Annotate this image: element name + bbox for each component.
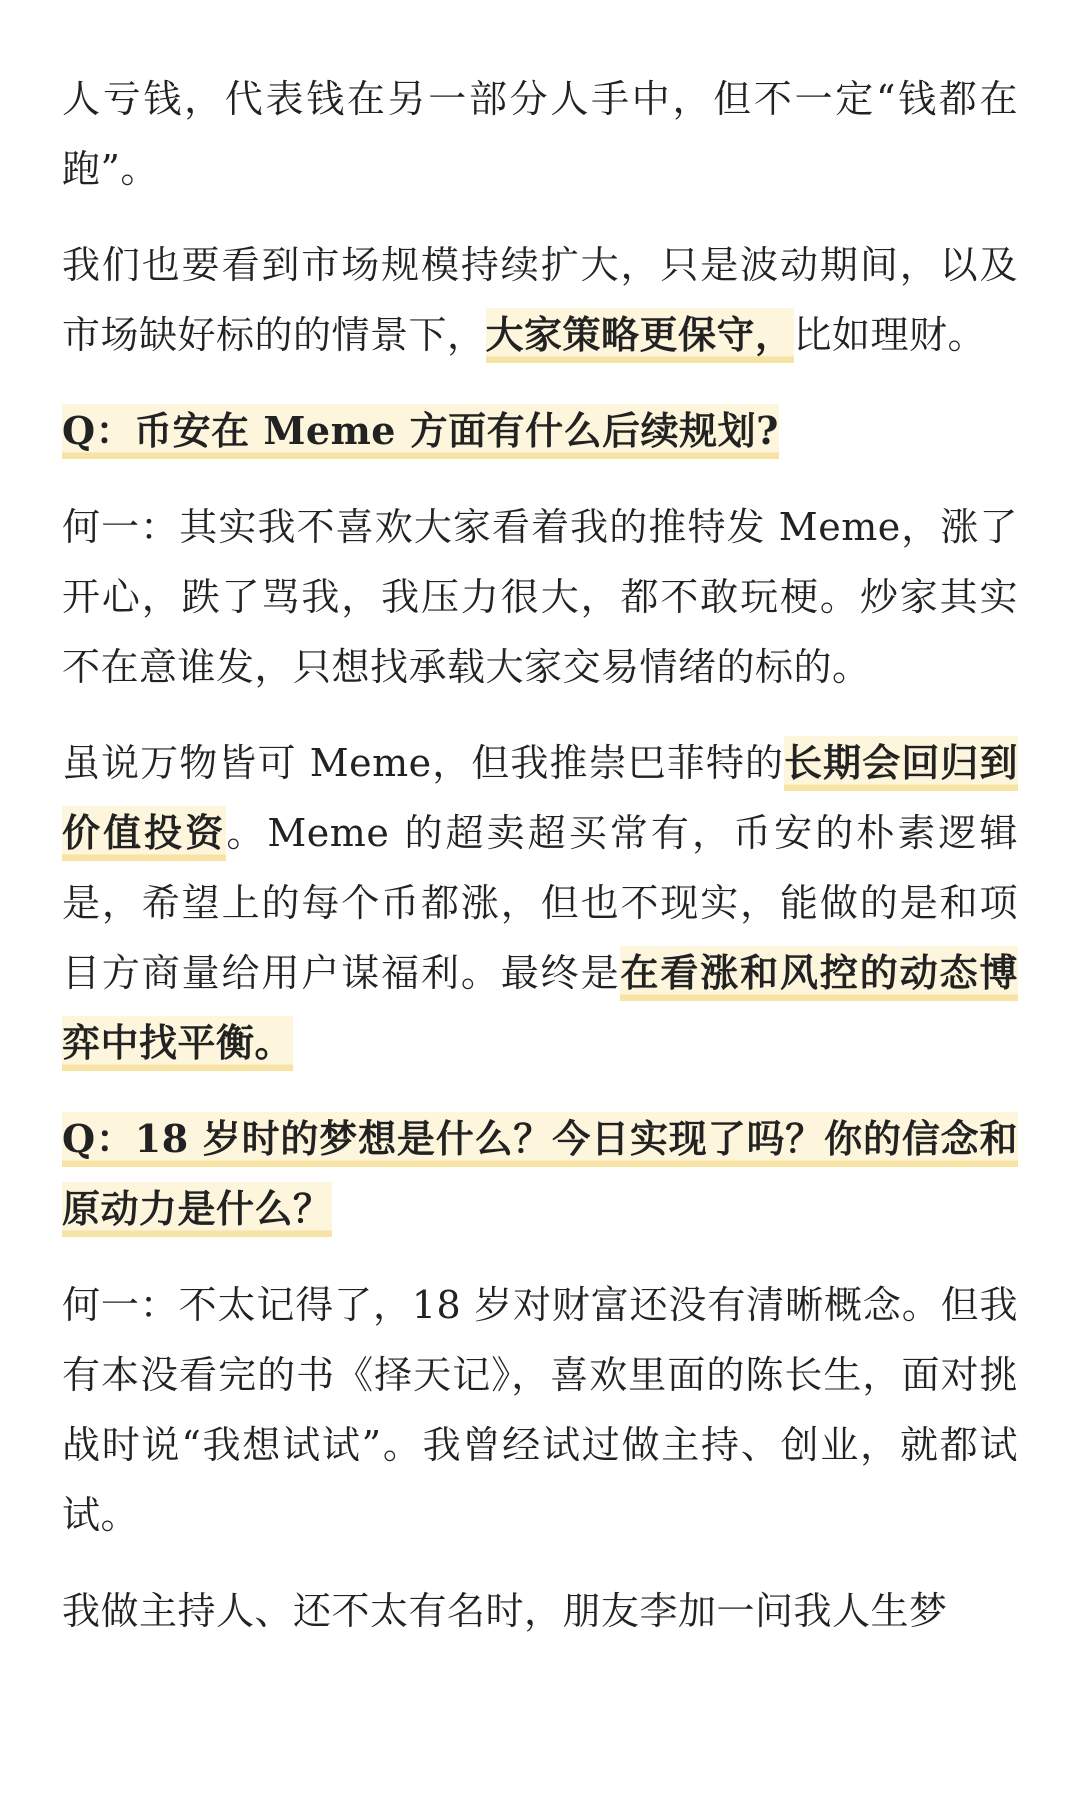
text-run: 虽说万物皆可 Meme，但我推崇巴菲特的: [62, 741, 785, 785]
question-heading: [62, 1104, 1018, 1244]
text-run: 何一：不太记得了，18 岁对财富还没有清晰概念。但我有本没看完的书《择天记》，喜欢里面的陈长生，面对挑战时说“我想试试”。我曾经试过做主持、创业，就都试试。: [62, 1283, 1018, 1537]
paragraph: [62, 230, 1018, 370]
text-run: 。Meme 的超卖超买常有，币安的朴素逻辑是，希望上的每个币都涨，但也不现实，能做的是和项目方商量给用户谋福利。最终是: [62, 811, 1018, 995]
highlighted-text: 长期会回归到价值投资: [62, 736, 1018, 861]
highlighted-text: 大家策略更保守，: [486, 308, 794, 363]
question-heading: [62, 396, 1018, 466]
paragraph: [62, 728, 1018, 1078]
paragraph: [62, 1270, 1018, 1550]
highlighted-text: 在看涨和风控的动态博弈中找平衡。: [62, 946, 1018, 1071]
text-run: 我们也要看到市场规模持续扩大，只是波动期间，以及市场缺好标的的情景下，: [62, 243, 1018, 357]
article-body: [62, 64, 1018, 1672]
paragraph: [62, 1576, 1018, 1646]
highlighted-question: Q：18 岁时的梦想是什么？今日实现了吗？你的信念和原动力是什么？: [62, 1112, 1018, 1237]
text-run: 比如理财。: [793, 313, 987, 357]
text-run: 我做主持人、还不太有名时，朋友李加一问我人生梦: [62, 1589, 948, 1633]
text-run: 何一：其实我不喜欢大家看着我的推特发 Meme，涨了开心，跌了骂我，我压力很大，都不敢玩梗。炒家其实不在意谁发，只想找承载大家交易情绪的标的。: [62, 505, 1018, 689]
highlighted-question: Q：币安在 Meme 方面有什么后续规划?: [62, 404, 779, 459]
paragraph: [62, 492, 1018, 702]
text-run: 人亏钱，代表钱在另一部分人手中，但不一定“钱都在跑”。: [62, 77, 1018, 191]
paragraph: [62, 64, 1018, 204]
